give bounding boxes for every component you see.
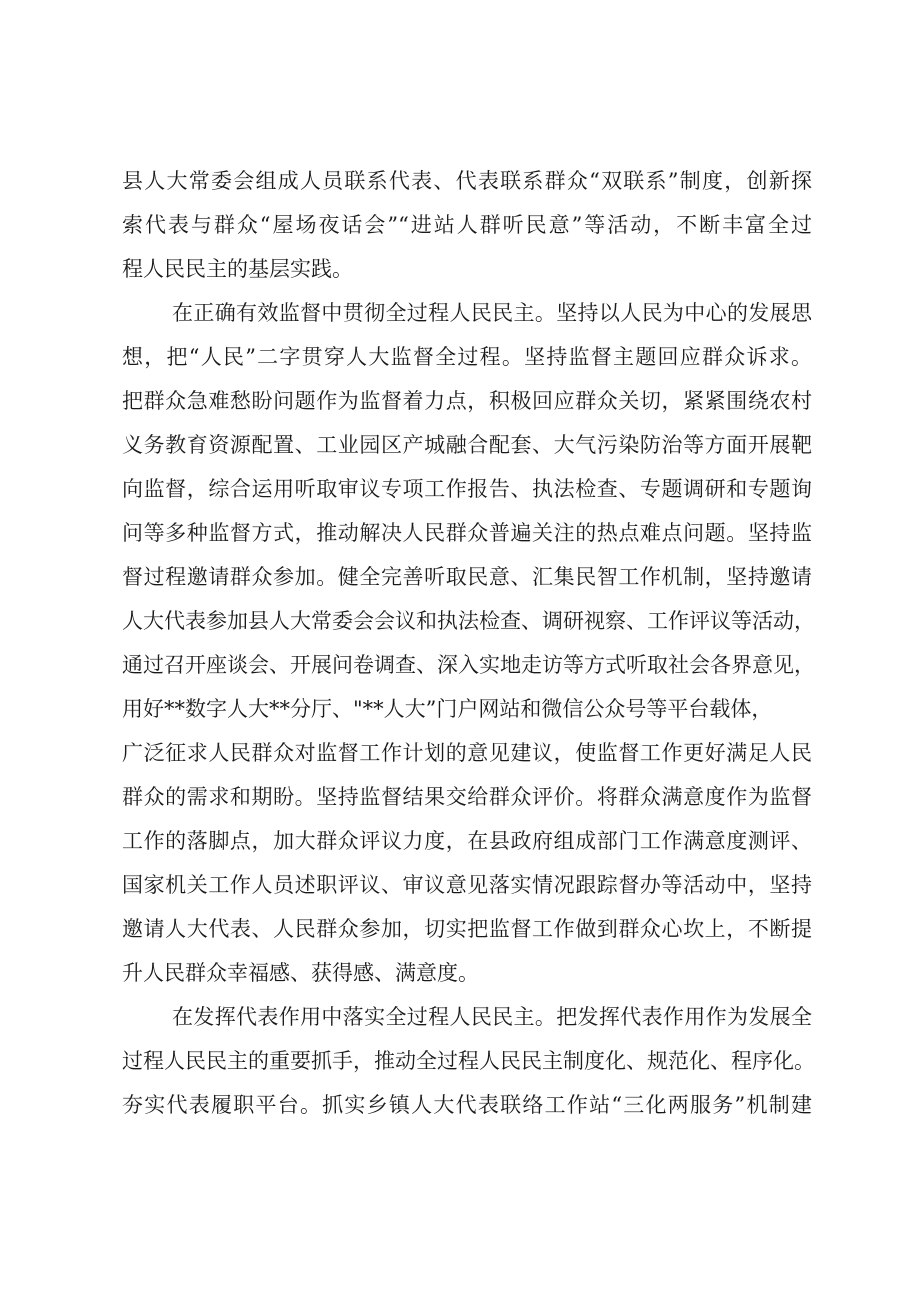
text-line: 人大代表参加县人大常委会会议和执法检查、调研视察、工作评议等活动， (122, 609, 815, 633)
text-line: 通过召开座谈会、开展问卷调查、深入实地走访等方式听取社会各界意见， (122, 653, 815, 677)
text-line: 督过程邀请群众参加。健全完善听取民意、汇集民智工作机制，坚持邀请 (122, 565, 812, 589)
text-line: 过程人民民主的重要抓手，推动全过程人民民主制度化、规范化、程序化。 (122, 1049, 815, 1073)
text-line: 县人大常委会组成人员联系代表、代表联系群众“双联系”制度，创新探 (122, 169, 812, 193)
text-line: 国家机关工作人员述职评议、审议意见落实情况跟踪督办等活动中，坚持 (122, 873, 812, 897)
text-line: 向监督，综合运用听取审议专项工作报告、执法检查、专题调研和专题询 (122, 477, 812, 501)
text-line: 广泛征求人民群众对监督工作计划的意见建议，使监督工作更好满足人民 (122, 741, 812, 765)
text-line: 想，把“人民”二字贯穿人大监督全过程。坚持监督主题回应群众诉求。 (122, 345, 812, 369)
text-line: 用好**数字人大**分厅、"**人大”门户网站和微信公众号等平台载体， (122, 697, 773, 721)
paragraph-heading-line: 在正确有效监督中贯彻全过程人民民主。坚持以人民为中心的发展思 (172, 301, 812, 325)
text-line: 工作的落脚点，加大群众评议力度，在县政府组成部门工作满意度测评、 (122, 829, 812, 853)
text-line: 义务教育资源配置、工业园区产城融合配套、大气污染防治等方面开展靶 (122, 433, 812, 457)
text-line: 索代表与群众“屋场夜话会”“进站人群听民意”等活动，不断丰富全过 (122, 213, 812, 237)
text-line: 邀请人大代表、人民群众参加，切实把监督工作做到群众心坎上，不断提 (122, 917, 812, 941)
text-line: 夯实代表履职平台。抓实乡镇人大代表联络工作站“三化两服务”机制建 (122, 1093, 812, 1117)
text-line: 升人民群众幸福感、获得感、满意度。 (122, 961, 479, 985)
text-line: 群众的需求和期盼。坚持监督结果交给群众评价。将群众满意度作为监督 (122, 785, 812, 809)
text-line: 问等多种监督方式，推动解决人民群众普遍关注的热点难点问题。坚持监 (122, 521, 812, 545)
paragraph-heading-line: 在发挥代表作用中落实全过程人民民主。把发挥代表作用作为发展全 (172, 1005, 812, 1029)
text-line: 把群众急难愁盼问题作为监督着力点，积极回应群众关切，紧紧围绕农村 (122, 389, 812, 413)
text-line: 程人民民主的基层实践。 (122, 257, 353, 281)
